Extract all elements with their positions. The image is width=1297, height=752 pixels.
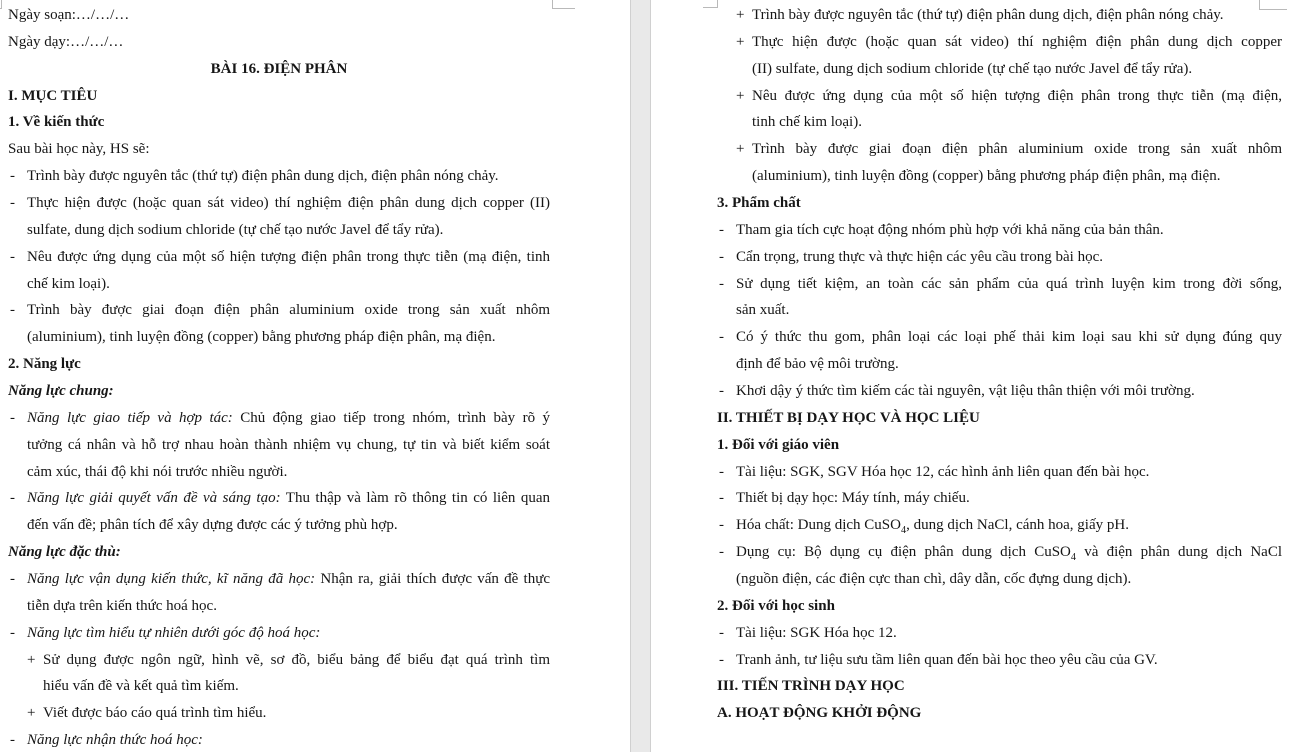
- text-run: Sử dụng được ngôn ngữ, hình vẽ, sơ đồ, biểu bảng để biểu đạt quá trình tìm: [43, 651, 550, 668]
- doc-line: [8, 56, 550, 83]
- text-run: tưởng cá nhân và hỗ trợ nhau hoàn thành nhiệm vụ chung, tự tin và biết kiểm soát: [27, 436, 550, 453]
- text-run: Năng lực đặc thù:: [8, 544, 121, 561]
- doc-line: [717, 700, 1282, 727]
- margin-mark-right-top-right: [1259, 0, 1287, 10]
- bullet-marker: -: [719, 490, 724, 507]
- bullet-marker: +: [27, 705, 36, 722]
- doc-line: [717, 29, 1282, 56]
- doc-line: [8, 217, 550, 244]
- bullet-marker: -: [10, 571, 15, 588]
- doc-line: [8, 378, 550, 405]
- doc-line: [717, 190, 1282, 217]
- text-run: 1. Về kiến thức: [8, 114, 105, 131]
- bullet-marker: +: [736, 141, 745, 158]
- text-run: Thực hiện được (hoặc quan sát video) thí nghiệm điện phân dung dịch copper (II): [27, 195, 550, 212]
- text-run: Chủ động giao tiếp trong nhóm, trình bày rõ ý: [232, 409, 550, 426]
- bullet-marker: -: [10, 168, 15, 185]
- text-run: Ngày dạy:…/…/…: [8, 33, 124, 50]
- text-run: Khơi dậy ý thức tìm kiếm các tài nguyên, vật liệu thân thiện với môi trường.: [736, 383, 1195, 400]
- doc-line: [717, 163, 1282, 190]
- doc-line: [8, 136, 550, 163]
- doc-line: [8, 485, 550, 512]
- bullet-marker: -: [10, 490, 15, 507]
- bullet-marker: +: [736, 7, 745, 23]
- doc-line: [717, 512, 1282, 539]
- bullet-marker: -: [719, 517, 724, 534]
- doc-line: [8, 2, 550, 29]
- bullet-marker: -: [10, 195, 15, 212]
- doc-line: [717, 566, 1282, 593]
- text-run: Dụng cụ: Bộ dụng cụ điện phân dung dịch CuSO: [736, 544, 1071, 561]
- doc-line: [8, 593, 550, 620]
- doc-line: [717, 2, 1282, 29]
- text-run: (II) sulfate, dung dịch sodium chloride (tự chế tạo nước Javel để tẩy rửa).: [752, 60, 1193, 77]
- page-right-text-area: [717, 2, 1282, 727]
- doc-line: [717, 83, 1282, 110]
- doc-line: [8, 163, 550, 190]
- doc-line: [8, 673, 550, 700]
- text-run: Trình bày được giai đoạn điện phân aluminium oxide trong sản xuất nhôm: [752, 141, 1282, 158]
- doc-line: [717, 136, 1282, 163]
- text-run: Năng lực giải quyết vấn đề và sáng tạo:: [27, 490, 281, 507]
- bullet-marker: -: [10, 624, 15, 641]
- text-run: 2. Năng lực: [8, 356, 81, 373]
- doc-line: [8, 29, 550, 56]
- text-run: (nguồn điện, các điện cực than chì, dây dẫn, cốc đựng dung dịch).: [736, 571, 1132, 588]
- text-run: Thiết bị dạy học: Máy tính, máy chiếu.: [736, 490, 970, 507]
- text-run: Hóa chất: Dung dịch CuSO: [736, 517, 901, 534]
- page-right[interactable]: [651, 0, 1297, 752]
- bullet-marker: -: [719, 463, 724, 480]
- text-run: 1. Đối với giáo viên: [717, 436, 840, 453]
- text-run: sulfate, dung dịch sodium chloride (tự chế tạo nước Javel để tẩy rửa).: [27, 221, 444, 238]
- doc-line: [8, 539, 550, 566]
- text-run: Trình bày được nguyên tắc (thứ tự) điện phân dung dịch, điện phân nóng chảy.: [752, 7, 1224, 23]
- doc-line: [717, 647, 1282, 674]
- text-run: Thực hiện được (hoặc quan sát video) thí nghiệm điện phân dung dịch copper: [752, 33, 1282, 50]
- doc-line: [717, 351, 1282, 378]
- doc-line: [717, 620, 1282, 647]
- text-run: A. HOẠT ĐỘNG KHỞI ĐỘNG: [717, 705, 922, 722]
- doc-line: [8, 109, 550, 136]
- text-run: và điện phân dung dịch NaCl: [1075, 544, 1282, 561]
- doc-line: [8, 647, 550, 674]
- bullet-marker: +: [27, 651, 36, 668]
- text-run: Năng lực tìm hiểu tự nhiên dưới góc độ hoá học:: [27, 624, 321, 641]
- text-run: Tham gia tích cực hoạt động nhóm phù hợp với khả năng của bản thân.: [736, 221, 1164, 238]
- doc-line: [8, 566, 550, 593]
- text-run: III. TIẾN TRÌNH DẠY HỌC: [717, 678, 905, 695]
- margin-mark-right-top-left: [703, 0, 718, 8]
- bullet-marker: -: [719, 624, 724, 641]
- text-run: Tài liệu: SGK, SGV Hóa học 12, các hình ảnh liên quan đến bài học.: [736, 463, 1150, 480]
- doc-line: [717, 432, 1282, 459]
- bullet-marker: -: [10, 302, 15, 319]
- doc-line: [717, 109, 1282, 136]
- doc-line: [8, 244, 550, 271]
- text-run: 2. Đối với học sinh: [717, 597, 835, 614]
- doc-line: [8, 700, 550, 727]
- text-run: Trình bày được nguyên tắc (thứ tự) điện phân dung dịch, điện phân nóng chảy.: [27, 168, 499, 185]
- text-run: 4: [1070, 552, 1076, 564]
- bullet-marker: -: [719, 544, 724, 561]
- page-left-text-area: [8, 2, 550, 752]
- doc-line: [717, 244, 1282, 271]
- text-run: Trình bày được giai đoạn điện phân aluminium oxide trong sản xuất nhôm: [27, 302, 550, 319]
- text-run: sản xuất.: [736, 302, 790, 319]
- text-run: (aluminium), tinh luyện đồng (copper) bằng phương pháp điện phân, mạ điện.: [27, 329, 496, 346]
- doc-line: [717, 485, 1282, 512]
- text-run: 4: [900, 525, 907, 537]
- doc-line: [717, 297, 1282, 324]
- text-run: 3. Phẩm chất: [717, 195, 801, 212]
- doc-line: [717, 593, 1282, 620]
- doc-line: [717, 324, 1282, 351]
- text-run: Sử dụng tiết kiệm, an toàn các sản phẩm của quá trình luyện kim trong đời sống,: [736, 275, 1282, 292]
- text-run: đến vấn đề; phân tích để xây dựng được các ý tưởng phù hợp.: [27, 517, 398, 534]
- doc-line: [717, 271, 1282, 298]
- text-run: Tranh ảnh, tư liệu sưu tầm liên quan đến bài học theo yêu cầu của GV.: [736, 651, 1158, 668]
- doc-line: [8, 620, 550, 647]
- text-run: Có ý thức thu gom, phân loại các loại phế thải kim loại sau khi sử dụng đúng quy: [736, 329, 1282, 346]
- doc-line: [8, 271, 550, 298]
- doc-line: [8, 324, 550, 351]
- text-run: hiểu vấn đề và kết quả tìm kiếm.: [43, 678, 239, 695]
- bullet-marker: -: [719, 275, 724, 292]
- doc-line: [8, 727, 550, 752]
- doc-line: [8, 190, 550, 217]
- text-run: Nêu được ứng dụng của một số hiện tượng điện phân trong thực tiễn (mạ điện, tinh: [27, 248, 550, 265]
- text-run: Ngày soạn:…/…/…: [8, 7, 130, 23]
- text-run: tinh chế kim loại).: [752, 114, 862, 131]
- text-run: I. MỤC TIÊU: [8, 87, 98, 104]
- text-run: cảm xúc, thái độ khi nói trước nhiều người.: [27, 463, 288, 480]
- text-run: BÀI 16. ĐIỆN PHÂN: [210, 60, 348, 77]
- page-gap: [630, 0, 651, 752]
- doc-line: [717, 539, 1282, 566]
- bullet-marker: +: [736, 87, 745, 104]
- text-run: Năng lực nhận thức hoá học:: [27, 732, 203, 749]
- margin-mark-left-top-right: [552, 0, 575, 9]
- text-run: Nêu được ứng dụng của một số hiện tượng điện phân trong thực tiễn (mạ điện,: [752, 87, 1282, 104]
- margin-mark-left-top-left: [0, 0, 2, 9]
- text-run: Sau bài học này, HS sẽ:: [8, 141, 150, 158]
- text-run: tiễn dựa trên kiến thức hoá học.: [27, 597, 217, 614]
- text-run: định để bảo vệ môi trường.: [736, 356, 899, 373]
- doc-line: [8, 432, 550, 459]
- doc-line: [717, 459, 1282, 486]
- bullet-marker: -: [719, 248, 724, 265]
- text-run: (aluminium), tinh luyện đồng (copper) bằng phương pháp điện phân, mạ điện.: [752, 168, 1221, 185]
- text-run: chế kim loại).: [27, 275, 110, 292]
- page-left[interactable]: [0, 0, 630, 752]
- doc-line: [717, 56, 1282, 83]
- bullet-marker: -: [10, 409, 15, 426]
- doc-line: [717, 217, 1282, 244]
- text-run: Thu thập và làm rõ thông tin có liên quan: [280, 490, 550, 507]
- text-run: , dung dịch NaCl, cánh hoa, giấy pH.: [906, 517, 1129, 534]
- text-run: Nhận ra, giải thích được vấn đề thực: [315, 571, 550, 588]
- bullet-marker: -: [719, 383, 724, 400]
- bullet-marker: +: [736, 33, 745, 50]
- text-run: Năng lực chung:: [8, 383, 114, 400]
- doc-line: [717, 673, 1282, 700]
- doc-line: [8, 351, 550, 378]
- text-run: Năng lực giao tiếp và hợp tác:: [27, 409, 233, 426]
- bullet-marker: -: [10, 248, 15, 265]
- bullet-marker: -: [719, 329, 724, 346]
- doc-line: [8, 512, 550, 539]
- doc-line: [717, 378, 1282, 405]
- doc-line: [8, 405, 550, 432]
- bullet-marker: -: [719, 221, 724, 238]
- doc-line: [8, 459, 550, 486]
- text-run: Năng lực vận dụng kiến thức, kĩ năng đã học:: [27, 571, 316, 588]
- text-run: Cẩn trọng, trung thực và thực hiện các yêu cầu trong bài học.: [736, 248, 1103, 265]
- text-run: Viết được báo cáo quá trình tìm hiểu.: [43, 705, 267, 722]
- bullet-marker: -: [10, 732, 15, 749]
- doc-line: [717, 405, 1282, 432]
- doc-line: [8, 297, 550, 324]
- text-run: II. THIẾT BỊ DẠY HỌC VÀ HỌC LIỆU: [717, 409, 980, 426]
- doc-line: [8, 83, 550, 110]
- bullet-marker: -: [719, 651, 724, 668]
- text-run: Tài liệu: SGK Hóa học 12.: [736, 624, 897, 641]
